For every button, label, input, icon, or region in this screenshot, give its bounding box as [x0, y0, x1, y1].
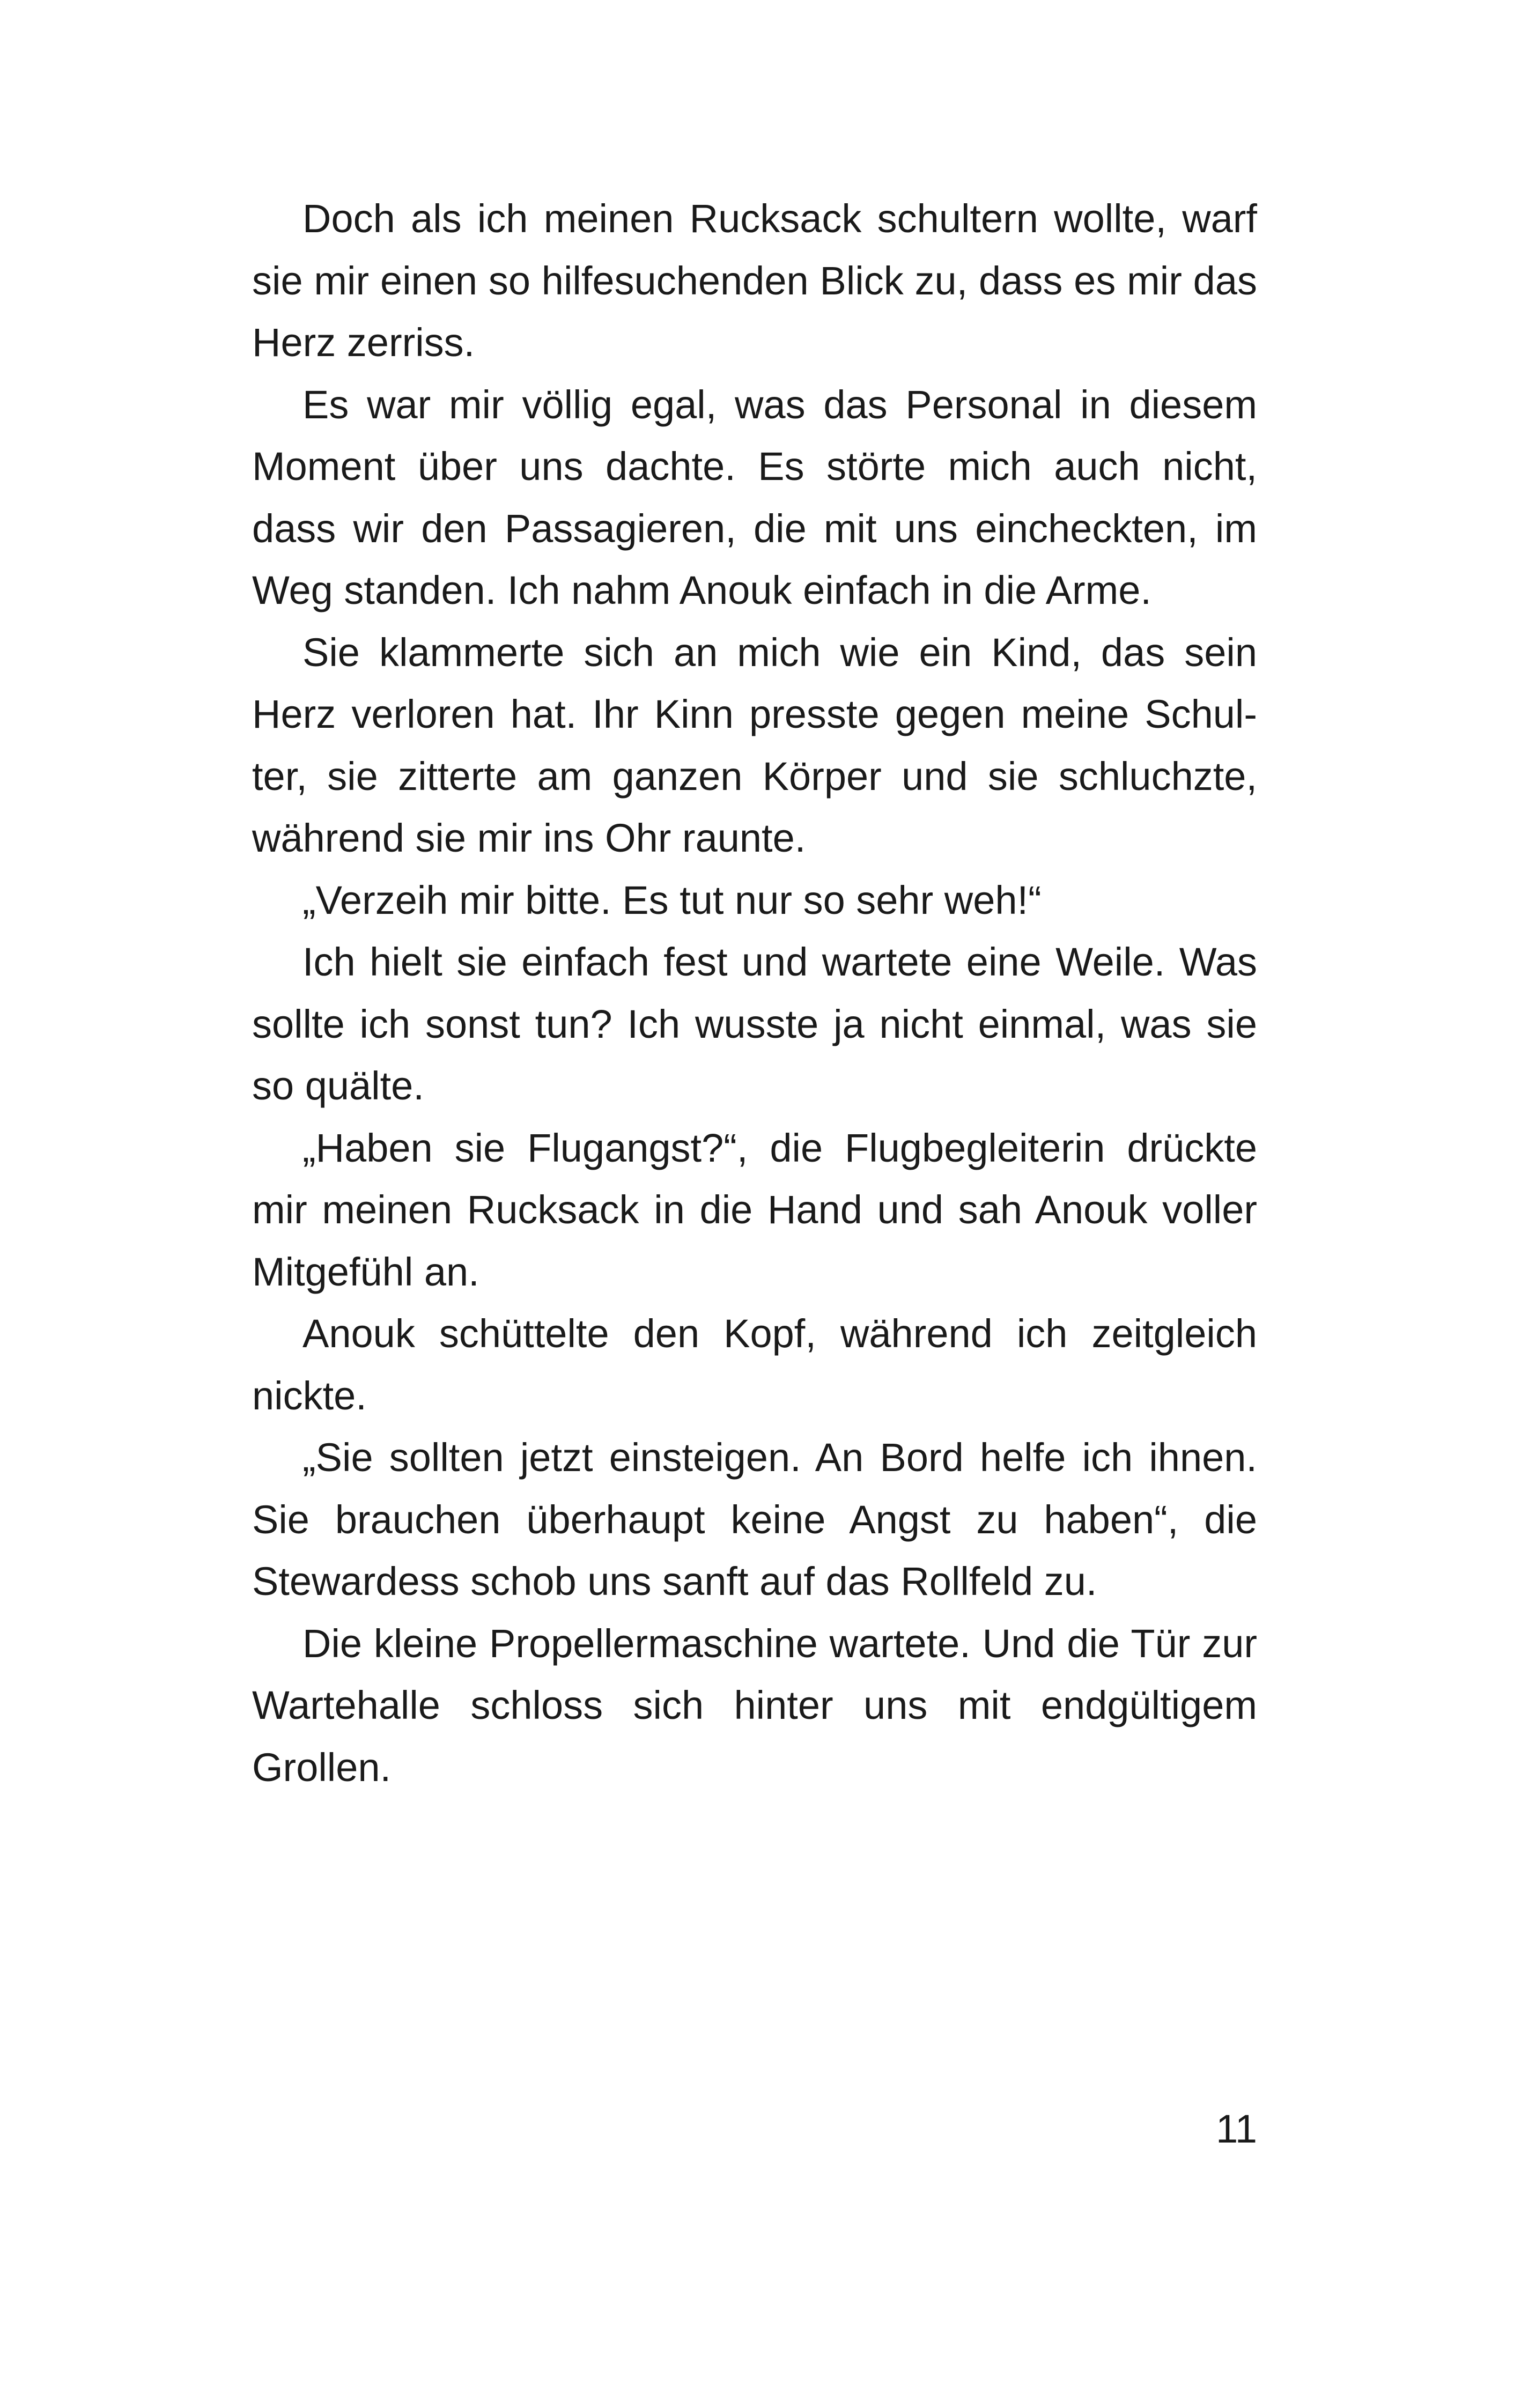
paragraph: Die kleine Propellermaschine wartete. Und die Tür zur Wartehalle schloss sich hinter uns mit endgültigem Grollen. [252, 1621, 1257, 1790]
paragraph: „Haben sie Flugangst?“, die Flugbegleiterin drückte mir meinen Rucksack in die Hand und sah Anouk voller Mitgefühl an. [252, 1125, 1257, 1294]
paragraph: Anouk schüttelte den Kopf, während ich zeitgleich nickte. [252, 1311, 1257, 1418]
paragraph: Es war mir völlig egal, was das Personal in diesem Moment über uns dachte. Es störte mich auch nicht, dass wir den Passagieren, die mit uns eincheckten, im Weg standen. Ich nahm Anouk einfach in die Arme. [252, 382, 1257, 612]
paragraph: Sie klammerte sich an mich wie ein Kind, das sein Herz verloren hat. Ihr Kinn presste gegen meine Schulter, sie zitterte am ganzen Körper und sie schluchzte, während sie mir ins Ohr raunte. [252, 630, 1257, 860]
paragraph: Doch als ich meinen Rucksack schultern wollte, warf sie mir einen so hilfesuchenden Blick zu, dass es mir das Herz zerriss. [252, 196, 1257, 365]
paragraph: „Sie sollten jetzt einsteigen. An Bord helfe ich ihnen. Sie brauchen überhaupt keine Angst zu haben“, die Stewardess schob uns sanft auf das Rollfeld zu. [252, 1435, 1257, 1604]
paragraph: Ich hielt sie einfach fest und wartete eine Weile. Was sollte ich sonst tun? Ich wusste ja nicht einmal, was sie so quälte. [252, 940, 1257, 1108]
paragraph: „Verzeih mir bitte. Es tut nur so sehr weh!“ [302, 877, 1042, 922]
body-text [252, 188, 1257, 1798]
page-number: 11 [1216, 2107, 1257, 2151]
